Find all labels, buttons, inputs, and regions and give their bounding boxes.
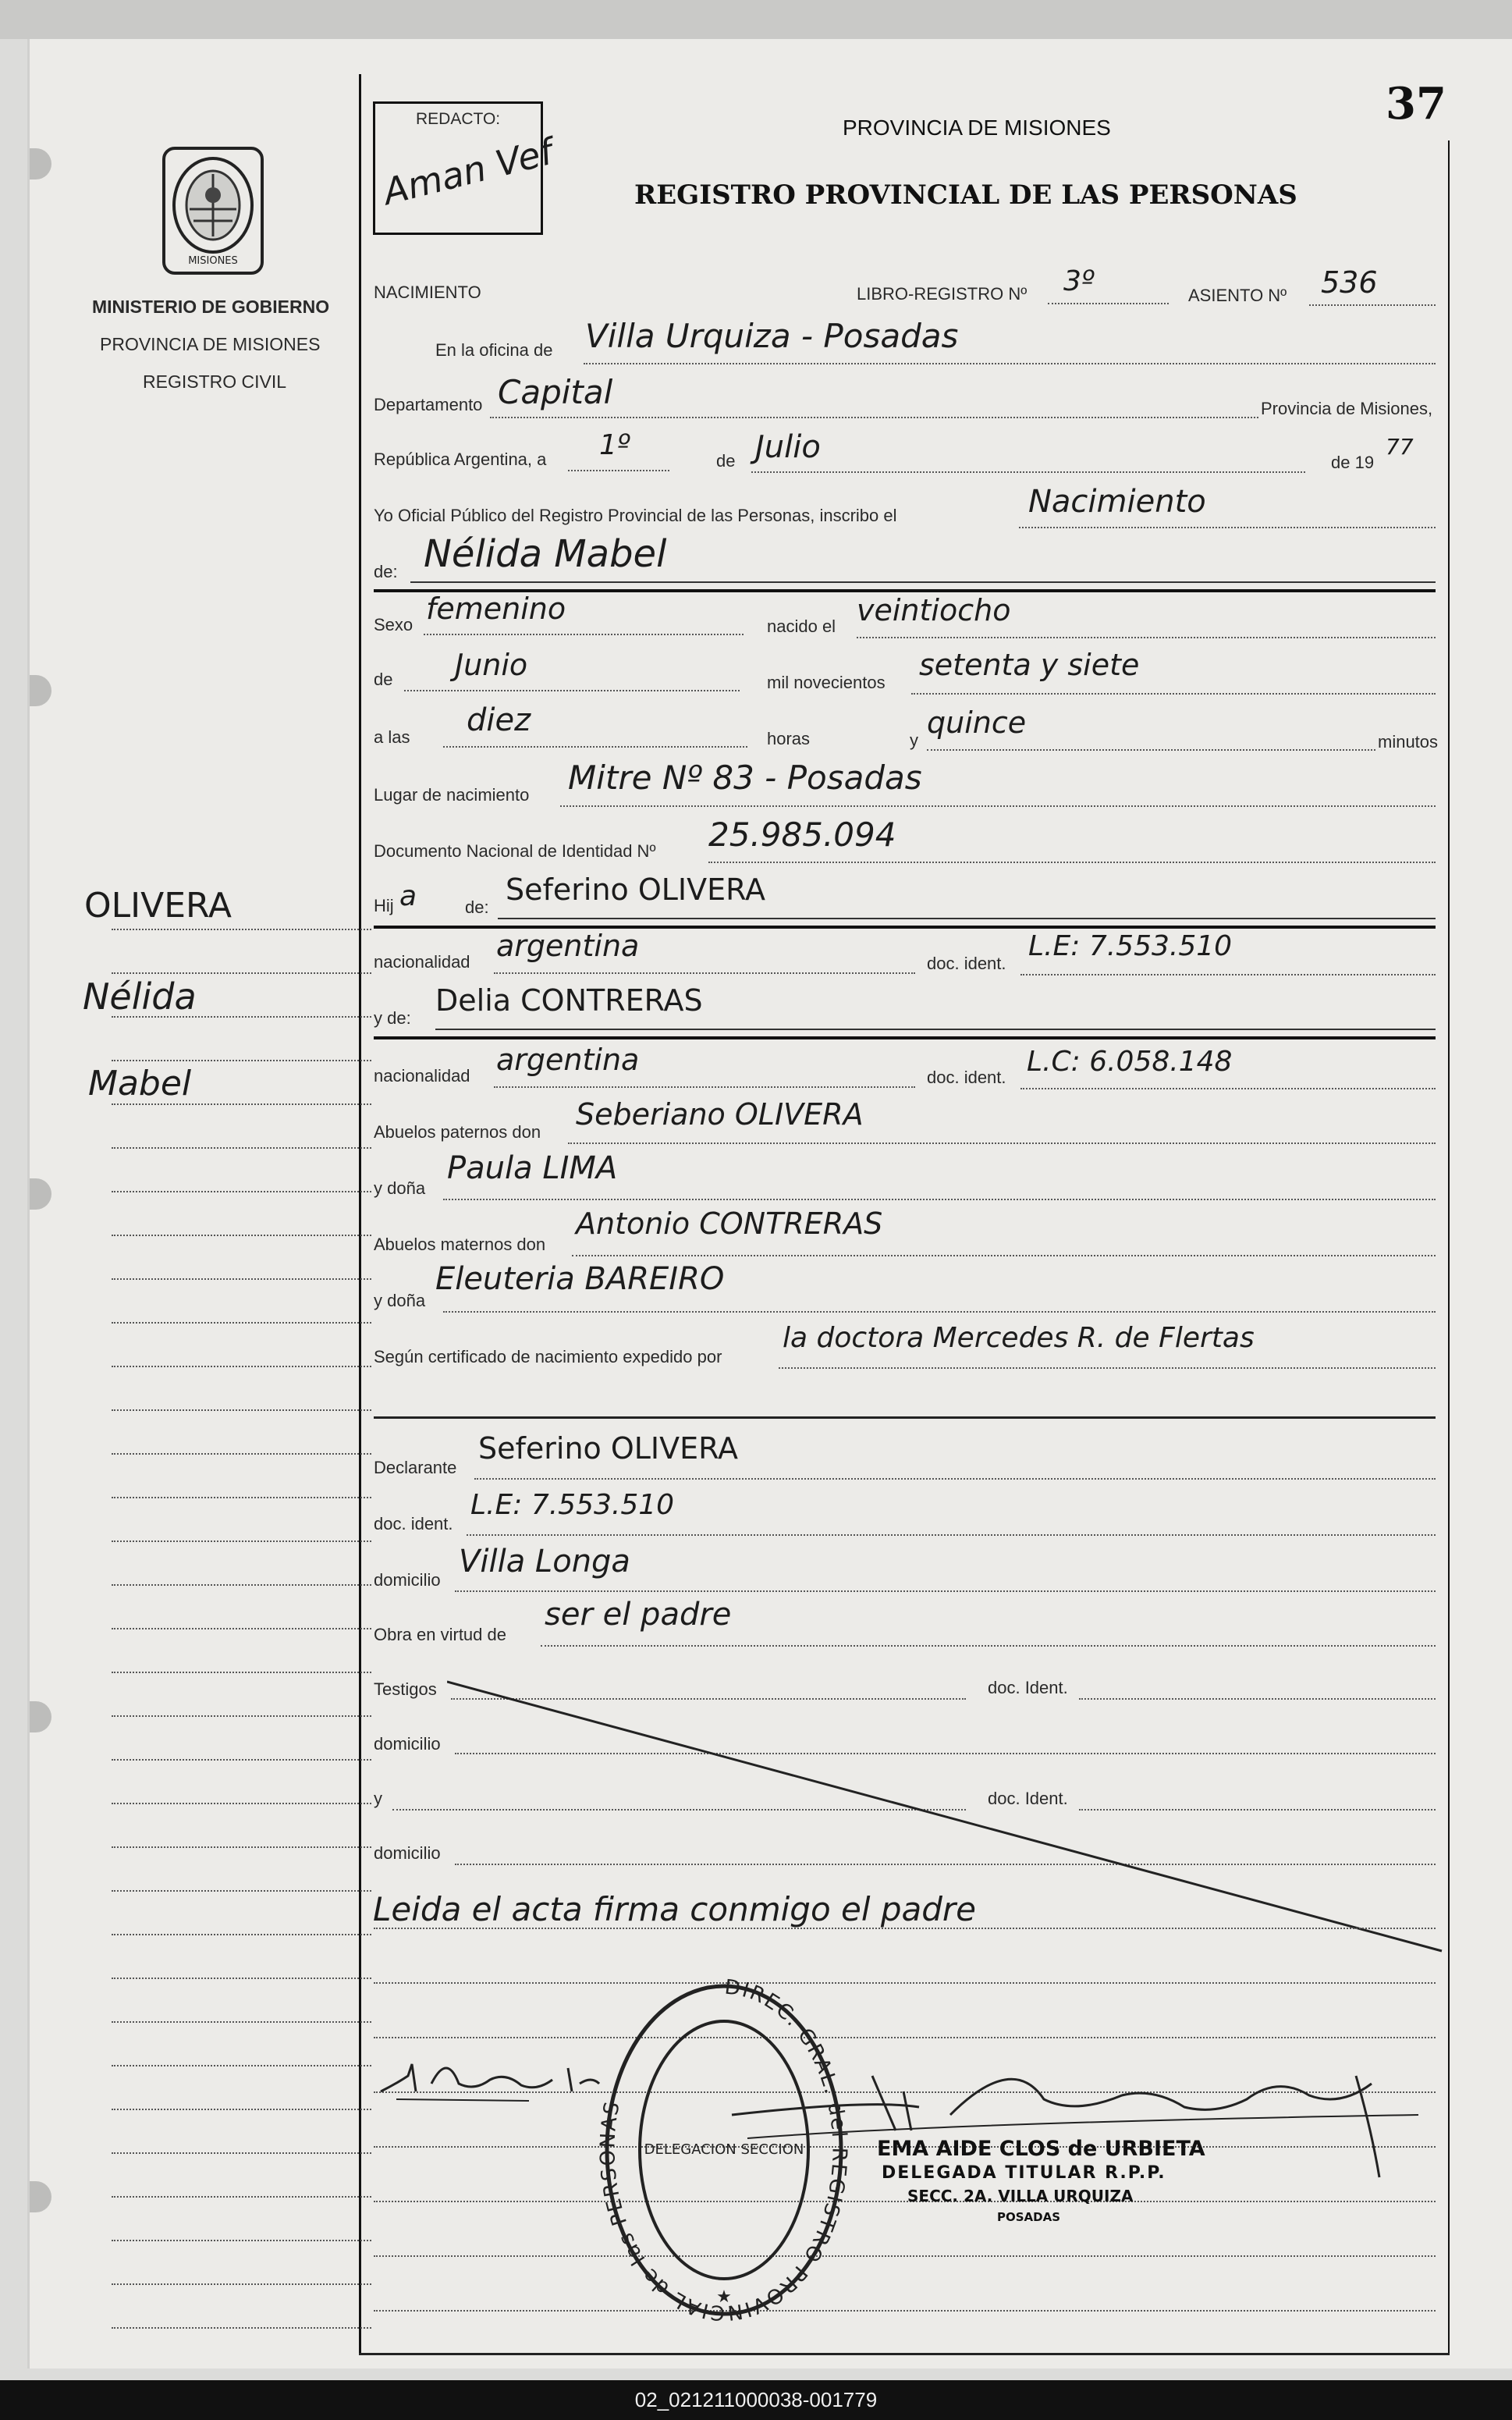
asiento-label: ASIENTO Nº <box>1188 286 1287 305</box>
margin-ruled-line <box>112 1409 371 1411</box>
margin-ruled-line <box>112 1322 371 1324</box>
abuelos-paternos-value: Seberiano OLIVERA <box>576 1097 864 1132</box>
page-number: 37 <box>1386 78 1446 130</box>
blank-line <box>374 2255 1436 2257</box>
certificado-value: la doctora Mercedes R. de Flertas <box>783 1322 1255 1354</box>
dni-value: 25.985.094 <box>708 816 896 854</box>
margin-ruled-line <box>112 1759 371 1761</box>
margin-ruled-line <box>112 2327 371 2329</box>
madre-underline <box>374 1036 1436 1039</box>
declarante-line <box>474 1478 1436 1480</box>
minutos-label: minutos <box>1378 732 1439 752</box>
margin-ruled-line <box>112 1060 371 1061</box>
ydona-label: y doña <box>374 1178 426 1198</box>
margin-ruled-line <box>112 1628 371 1629</box>
nacido-value: veintiocho <box>857 593 1011 627</box>
margin-ruled-line <box>112 2152 371 2154</box>
de-label: de <box>716 451 736 471</box>
register-sheet <box>27 39 1512 2368</box>
margin-ruled-line <box>112 2240 371 2241</box>
oficial-text: Yo Oficial Público del Registro Provincial de las Personas, inscribo el <box>374 506 897 525</box>
blank-line <box>374 2201 1436 2202</box>
obra-line <box>541 1645 1436 1647</box>
abuela-materna-value: Eleuteria BAREIRO <box>435 1261 725 1297</box>
redacto-signature: Aman Vef <box>378 130 557 213</box>
nacido-line <box>857 637 1436 638</box>
dia-line <box>568 470 669 471</box>
margin-ruled-line <box>112 1672 371 1673</box>
y-label: y <box>910 730 918 750</box>
abm2-line <box>443 1311 1436 1313</box>
libro-line <box>1048 303 1169 304</box>
province-label: PROVINCIA DE MISIONES <box>100 334 321 354</box>
abuelos-paternos-label: Abuelos paternos don <box>374 1122 541 1142</box>
domicilio3-label: domicilio <box>374 1843 441 1863</box>
year-value: 77 <box>1386 434 1414 460</box>
abuela-paterna-value: Paula LIMA <box>447 1150 618 1186</box>
dni-line <box>708 862 1436 863</box>
lugar-label: Lugar de nacimiento <box>374 785 530 805</box>
y2-label: y <box>374 1789 382 1808</box>
stamp-ring-text: DIREC. GRAL. del REGISTRO PROVINCIAL de las PERSONAS <box>596 1975 851 2325</box>
madre-doc-line <box>1020 1088 1436 1089</box>
yde-label: y de: <box>374 1008 411 1028</box>
margin-ruled-line <box>112 1584 371 1586</box>
leida-value: Leida el acta firma conmigo el padre <box>373 1890 977 1928</box>
madre-doc-value: L.C: 6.058.148 <box>1027 1046 1233 1078</box>
lugar-value: Mitre Nº 83 - Posadas <box>568 759 922 797</box>
sexo-label: Sexo <box>374 615 413 634</box>
margin-ruled-line <box>112 972 371 974</box>
obra-value: ser el padre <box>545 1597 732 1633</box>
hora-value: diez <box>467 702 531 738</box>
margin-ruled-line <box>112 1191 371 1192</box>
padre-doc-value: L.E: 7.553.510 <box>1028 930 1233 962</box>
abp-line <box>568 1142 1436 1144</box>
ydona-label: y doña <box>374 1291 426 1310</box>
leida-line <box>374 1928 1436 1929</box>
binding-hole <box>30 2181 51 2212</box>
dni-label: Documento Nacional de Identidad Nº <box>374 841 656 861</box>
minutos-line <box>927 749 1375 751</box>
official-title: DELEGADA TITULAR R.P.P. <box>882 2163 1166 2183</box>
alas-label: a las <box>374 727 410 747</box>
de-year-label: de 19 <box>1331 453 1375 472</box>
declarant-signature <box>373 2037 623 2115</box>
margin-name-1: Nélida <box>83 975 197 1018</box>
margin-ruled-line <box>112 2021 371 2023</box>
lugar-line <box>560 805 1436 807</box>
madre-line <box>435 1029 1436 1030</box>
header-province: PROVINCIA DE MISIONES <box>843 115 1111 140</box>
margin-ruled-line <box>112 1278 371 1280</box>
margin-ruled-line <box>112 1497 371 1498</box>
padre-nac-value: argentina <box>496 929 640 963</box>
nombre-line <box>410 581 1436 583</box>
padre-doc-line <box>1020 974 1436 975</box>
margin-surname: OLIVERA <box>84 886 232 926</box>
hora-line <box>443 746 747 748</box>
madre-value: Delia CONTRERAS <box>435 983 703 1018</box>
binding-hole <box>30 1701 51 1732</box>
section-divider <box>374 1416 1436 1419</box>
oficina-label: En la oficina de <box>435 340 553 360</box>
domicilio-value: Villa Longa <box>459 1544 630 1580</box>
testigos-label: Testigos <box>374 1679 437 1699</box>
abuelos-maternos-label: Abuelos maternos don <box>374 1235 546 1254</box>
binding-hole <box>30 675 51 706</box>
margin-ruled-line <box>112 929 371 930</box>
margin-ruled-line <box>112 1147 371 1149</box>
margin-ruled-line <box>112 1235 371 1236</box>
record-type-label: NACIMIENTO <box>374 283 481 302</box>
mes-value: Julio <box>755 429 821 465</box>
declarante-label: Declarante <box>374 1458 457 1477</box>
nacido-label: nacido el <box>767 617 836 636</box>
redacto-box <box>373 101 557 235</box>
seal-text: MISIONES <box>188 255 238 267</box>
decl-doc-label: doc. ident. <box>374 1514 453 1533</box>
nombre-value: Nélida Mabel <box>424 532 667 576</box>
domicilio-label: domicilio <box>374 1570 441 1590</box>
de3-label: de: <box>465 897 489 917</box>
doc-ident2-label: doc. Ident. <box>988 1678 1068 1697</box>
margin-ruled-line <box>112 1103 371 1105</box>
official-city: POSADAS <box>997 2210 1061 2224</box>
footer-id: 02_021211000038-001779 <box>0 2380 1512 2420</box>
doc-ident-label: doc. ident. <box>927 954 1006 973</box>
coat-of-arms-seal <box>162 147 264 279</box>
obra-label: Obra en virtud de <box>374 1625 506 1644</box>
mil-label: mil novecientos <box>767 673 886 692</box>
nacionalidad-label: nacionalidad <box>374 1066 470 1086</box>
minutos-value: quince <box>927 705 1027 740</box>
nacionalidad-label: nacionalidad <box>374 952 470 972</box>
official-section: SECC. 2A. VILLA URQUIZA <box>907 2187 1134 2205</box>
official-stamp <box>595 1974 853 2326</box>
margin-ruled-line <box>112 1453 371 1455</box>
stamp-inner-text: DELEGACION SECCION <box>644 2141 804 2158</box>
mes-line <box>751 471 1305 473</box>
libro-label: LIBRO-REGISTRO Nº <box>857 284 1028 304</box>
domicilio-line <box>455 1590 1436 1592</box>
margin-ruled-line <box>112 2109 371 2110</box>
inscribo-line <box>1019 527 1436 528</box>
margin-ruled-line <box>112 1890 371 1892</box>
abuelos-maternos-value: Antonio CONTRERAS <box>576 1206 883 1241</box>
decl-doc-line <box>467 1534 1436 1536</box>
redacto-label: REDACTO: <box>416 110 501 128</box>
sexo-line <box>424 634 744 635</box>
header-registry: REGISTRO PROVINCIAL DE LAS PERSONAS <box>634 179 1297 211</box>
libro-value: 3º <box>1063 265 1095 297</box>
top-band <box>0 0 1512 39</box>
ministry-label: MINISTERIO DE GOBIERNO <box>92 297 330 317</box>
margin-ruled-line <box>112 1846 371 1848</box>
hij-label: Hij <box>374 896 394 915</box>
padre-nac-line <box>494 972 915 974</box>
margin-ruled-line <box>112 1803 371 1804</box>
inscribo-value: Nacimiento <box>1028 484 1206 520</box>
decl-doc-value: L.E: 7.553.510 <box>470 1489 675 1521</box>
abp2-line <box>443 1199 1436 1200</box>
asiento-line <box>1309 304 1436 306</box>
mes-nac-value: Junio <box>455 648 528 682</box>
binding-hole <box>30 1178 51 1210</box>
column-divider <box>359 74 361 2353</box>
oficina-value: Villa Urquiza - Posadas <box>585 317 959 355</box>
bottom-rule <box>359 2353 1450 2355</box>
margin-ruled-line <box>112 1978 371 1979</box>
madre-nac-line <box>494 1086 915 1088</box>
blank-line <box>374 2310 1436 2312</box>
margin-ruled-line <box>112 2065 371 2066</box>
asiento-value: 536 <box>1321 265 1378 300</box>
madre-nac-value: argentina <box>496 1043 640 1077</box>
departamento-line <box>490 417 1258 418</box>
binding-hole <box>30 148 51 179</box>
de-colon-label: de: <box>374 562 398 581</box>
republica-label: República Argentina, a <box>374 450 547 469</box>
margin-ruled-line <box>112 1540 371 1542</box>
mes-nac-line <box>404 690 740 691</box>
margin-ruled-line <box>112 2196 371 2198</box>
declarante-value: Seferino OLIVERA <box>478 1431 739 1466</box>
provincia-suffix: Provincia de Misiones, <box>1261 399 1433 418</box>
blank-line <box>374 1982 1436 1984</box>
sexo-value: femenino <box>426 592 566 626</box>
departamento-label: Departamento <box>374 395 483 414</box>
margin-ruled-line <box>112 2283 371 2285</box>
departamento-value: Capital <box>498 373 613 411</box>
margin-ruled-line <box>112 1715 371 1717</box>
domicilio2-label: domicilio <box>374 1734 441 1754</box>
doc-ident-label: doc. ident. <box>927 1068 1006 1087</box>
margin-ruled-line <box>112 1366 371 1367</box>
horas-label: horas <box>767 729 811 748</box>
dia-value: 1º <box>599 429 630 461</box>
padre-line <box>498 918 1436 919</box>
svg-text:★: ★ <box>716 2287 732 2306</box>
official-name: EMA AIDE CLOS de URBIETA <box>877 2137 1205 2161</box>
abm-line <box>572 1255 1436 1256</box>
doc-ident3-label: doc. Ident. <box>988 1789 1068 1808</box>
anio-line <box>911 693 1436 695</box>
margin-ruled-line <box>112 1934 371 1935</box>
oficina-line <box>584 363 1436 364</box>
padre-value: Seferino OLIVERA <box>506 872 766 907</box>
anio-nac-value: setenta y siete <box>919 648 1140 682</box>
de2-label: de <box>374 670 393 689</box>
registry-civil-label: REGISTRO CIVIL <box>143 371 287 392</box>
certificado-label: Según certificado de nacimiento expedido por <box>374 1347 722 1366</box>
cert-line <box>779 1367 1436 1369</box>
margin-name-2: Mabel <box>88 1064 192 1103</box>
hij-suffix: a <box>399 880 417 912</box>
